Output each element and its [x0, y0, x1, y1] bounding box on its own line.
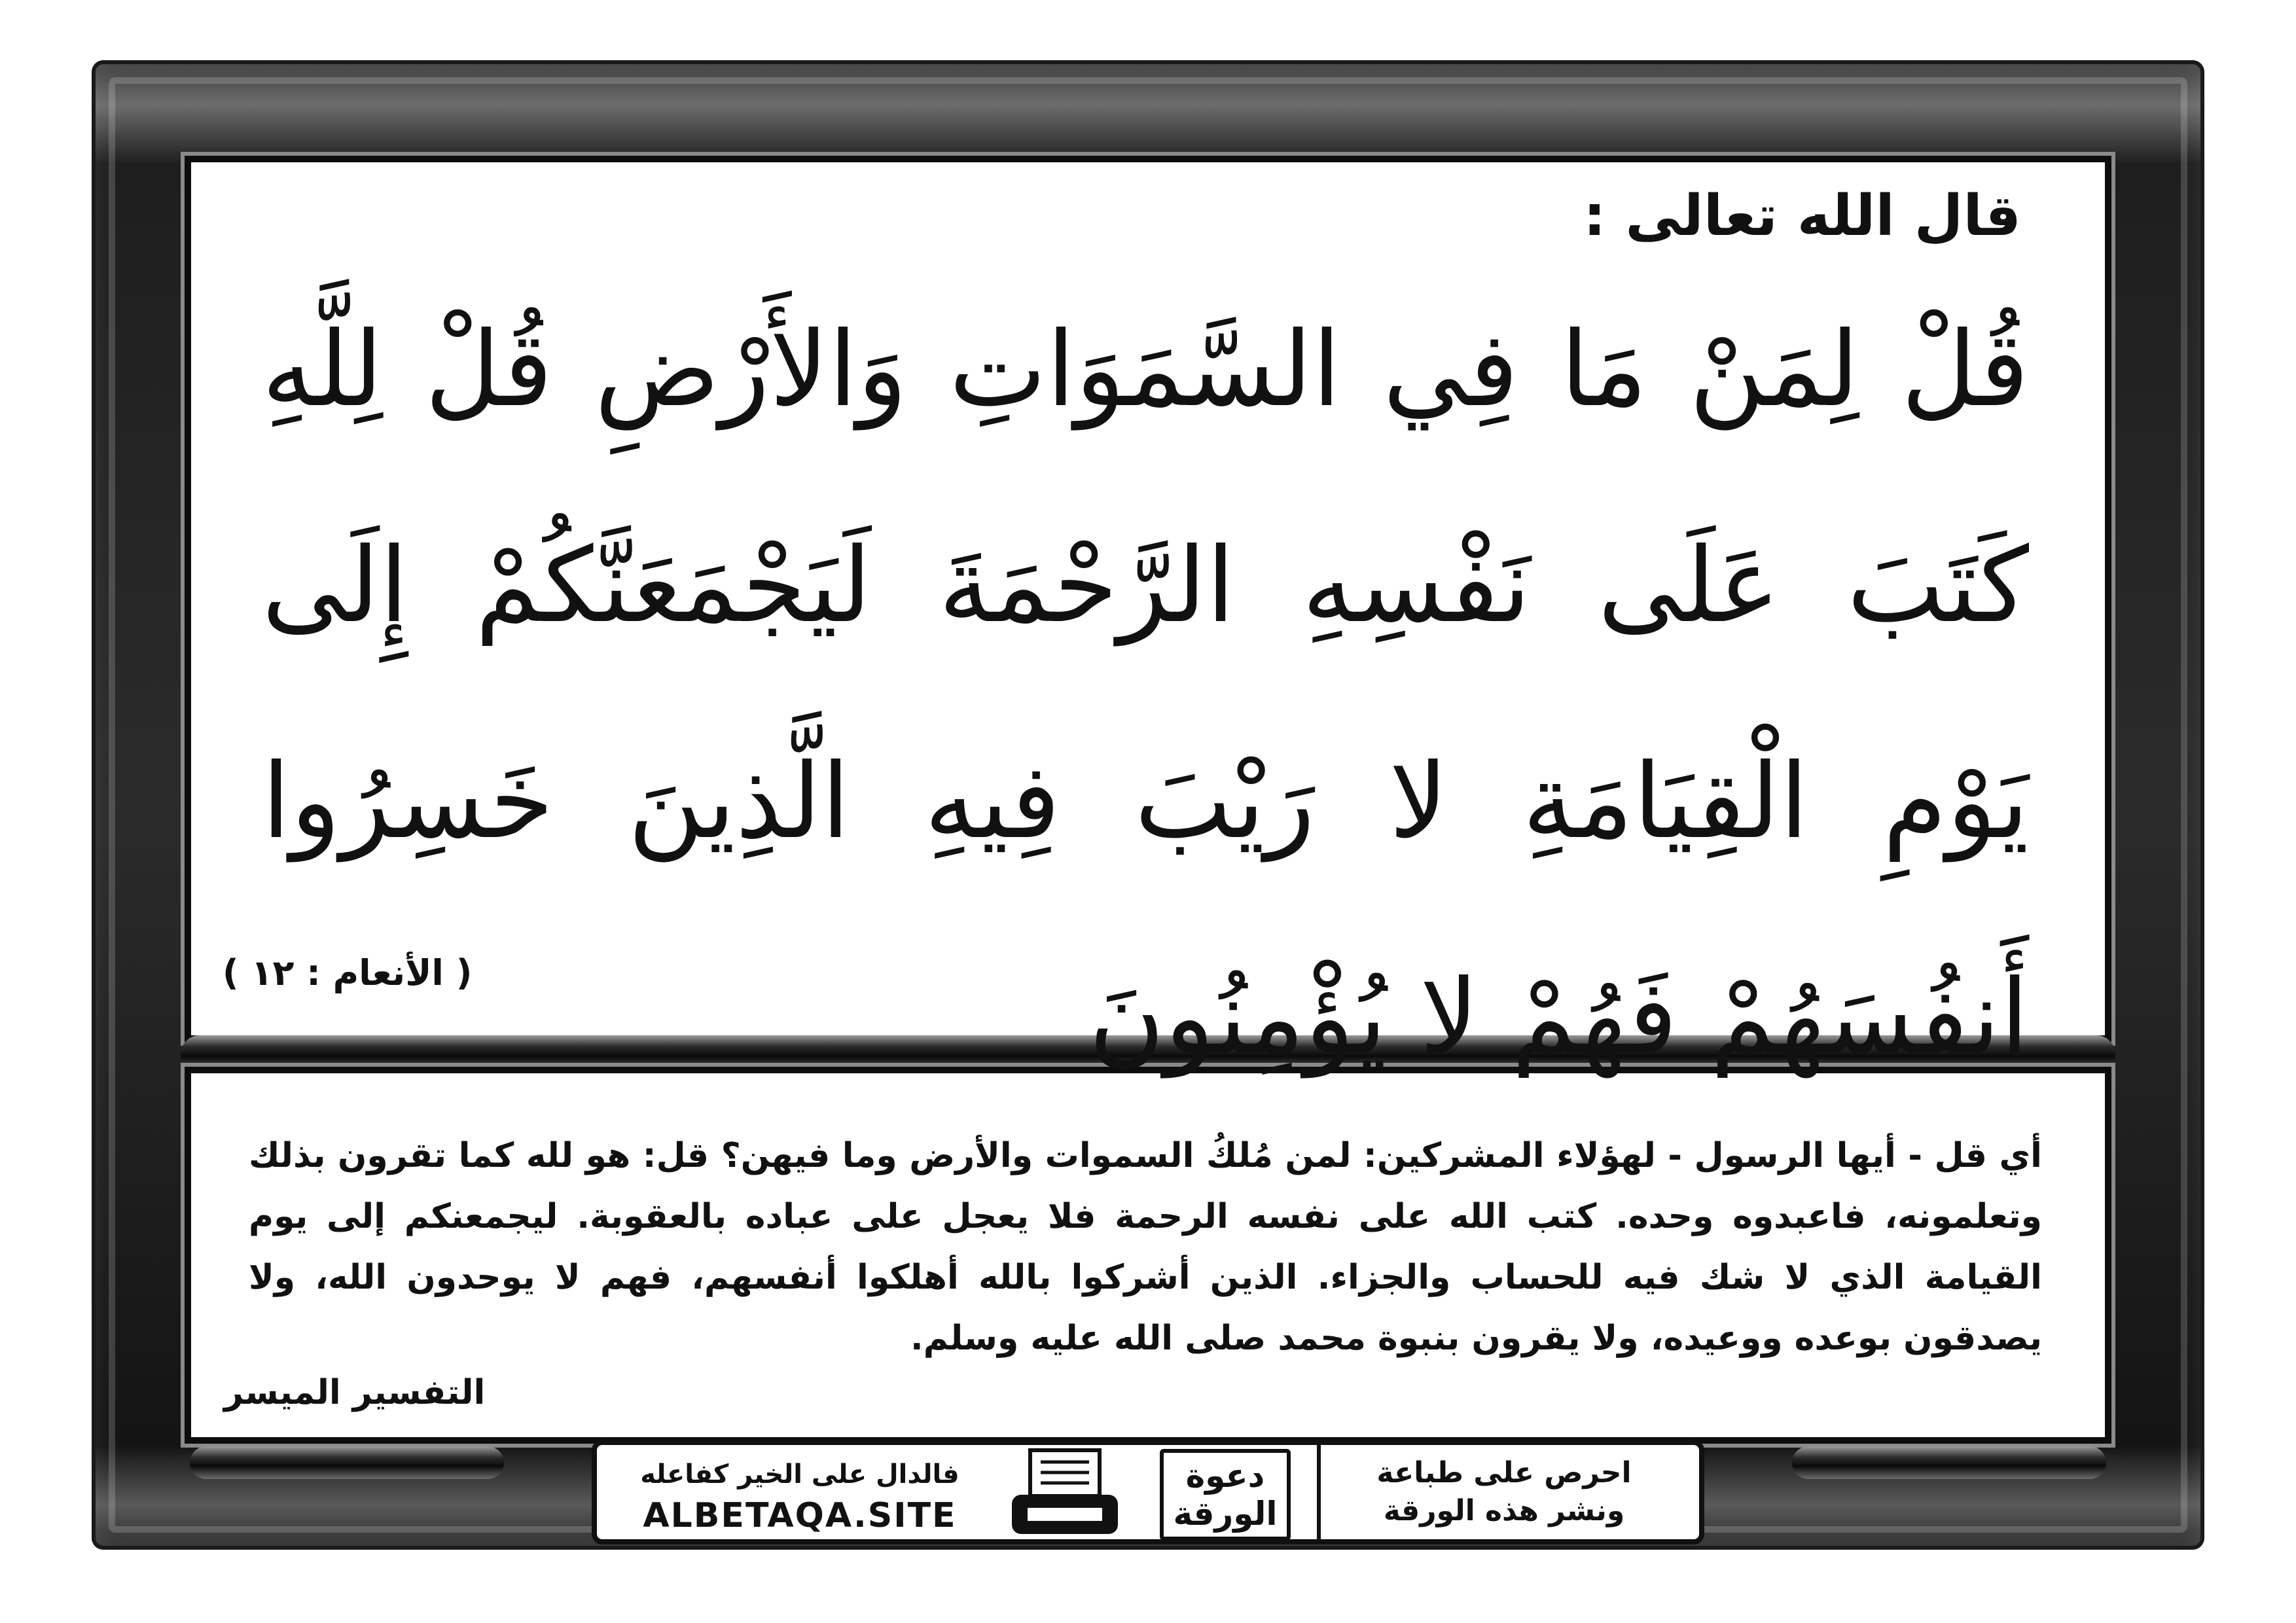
surah-reference: ( الأنعام : ١٢ ) — [223, 952, 473, 993]
footer-site-link[interactable]: ALBETAQA.SITE — [643, 1496, 957, 1535]
appeal-line-1: احرص على طباعة — [1376, 1456, 1632, 1489]
frame-tab-left — [190, 1446, 504, 1479]
footer-banner — [592, 1440, 1704, 1544]
tafsir-text: أي قل - أيها الرسول - لهؤلاء المشركين: لمن مُلكُ السموات والأرض وما فيهن؟ قل: هو لله كما تقرون بذلك وتعلمونه، فاعبدوه وحده. كتب الله على نفسه الرحمة فلا يعجل على عباده بالعقوبة. ليجمعنكم إلى يوم القيامة الذي لا شك فيه للحساب والجزاء. الذين أشركوا بالله أهلكوا أنفسهم، فهم لا يوحدون الله، ولا يصدقون بوعده ووعيده، ولا يقرون بنبوة محمد صلى الله عليه وسلم. — [249, 1136, 2042, 1358]
verse-heading: قال الله تعالى : — [1583, 183, 2021, 249]
tafsir-source: التفسير الميسر — [224, 1373, 486, 1412]
footer-tagline: فالدال على الخير كفاعله — [640, 1459, 960, 1489]
appeal-line-2: ونشر هذه الورقة — [1383, 1494, 1625, 1527]
printer-icon — [1003, 1445, 1127, 1539]
brand-line-1: دعوة — [1185, 1457, 1265, 1495]
footer-appeal — [1317, 1445, 1687, 1539]
frame-tab-right — [1792, 1446, 2106, 1479]
brand-line-2: الورقة — [1173, 1495, 1278, 1533]
footer-site-block — [597, 1445, 1003, 1539]
brand-logo — [1160, 1449, 1291, 1541]
quran-verse: قُلْ لِمَنْ مَا فِي السَّمَوَاتِ وَالأَرْضِ قُلْ لِلَّهِ كَتَبَ عَلَى نَفْسِهِ الرَّحْمَةَ لَيَجْمَعَنَّكُمْ إِلَى يَوْمِ الْقِيَامَةِ لا رَيْبَ فِيهِ الَّذِينَ خَسِرُوا أَنفُسَهُمْ فَهُمْ لا يُؤْمِنُونَ — [262, 310, 2029, 1078]
